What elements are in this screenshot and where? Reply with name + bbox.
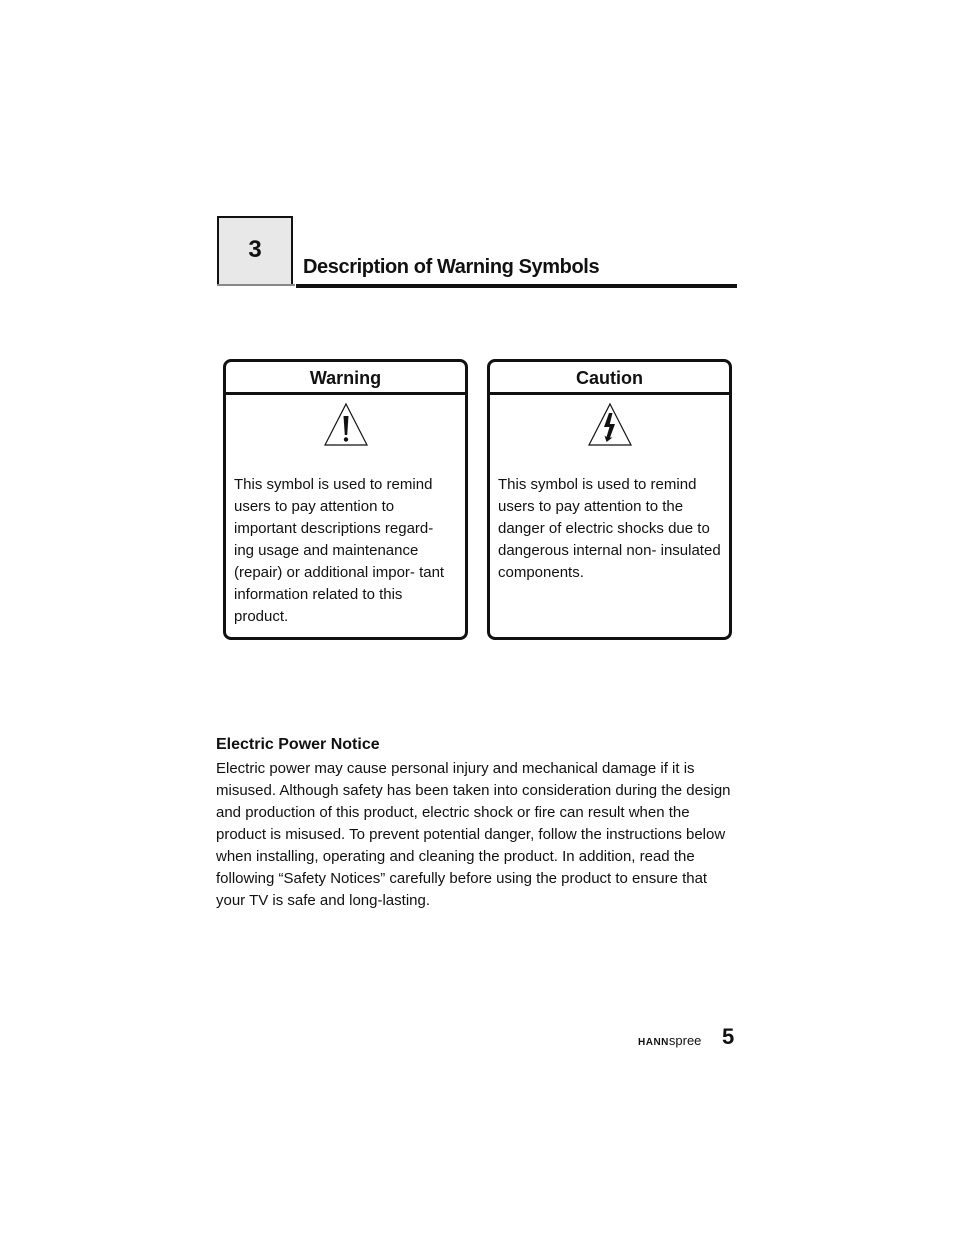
caution-box-heading: Caution [490,362,729,395]
exclamation-triangle-icon [323,402,369,448]
notice-heading: Electric Power Notice [216,736,380,753]
chapter-tab-base [217,284,295,286]
warning-box-heading: Warning [226,362,465,395]
caution-symbol-box [487,359,732,640]
brand-logo [638,1033,701,1048]
warning-box-description: This symbol is used to remind users to pay attention to important descriptions regard- ing usage and maintenance (repair) or additional impor- tant information related to this product. [234,476,445,625]
chapter-number: 3 [248,236,262,263]
brand-logo-light: spree [668,1033,702,1048]
brand-logo-bold: HANN [638,1037,669,1048]
lightning-triangle-icon [587,402,633,448]
title-underline [296,284,737,288]
page-title: Description of Warning Symbols [303,256,600,278]
warning-symbol-box [223,359,468,640]
page-number: 5 [722,1024,735,1049]
caution-box-description: This symbol is used to remind users to pay attention to the danger of electric shocks due to dangerous internal non- insulated components. [498,476,721,581]
notice-body: Electric power may cause personal injury and mechanical damage if it is misused. Although safety has been taken into consideration during the design and production of this product, electric shock or fire can result when the product is misused. To prevent potential danger, follow the instructions below when installing, operating and cleaning the product. In addition, read the following “Safety Notices” carefully before using the product to ensure that your TV is safe and long-lasting. [216,760,731,909]
chapter-tab [217,216,293,286]
